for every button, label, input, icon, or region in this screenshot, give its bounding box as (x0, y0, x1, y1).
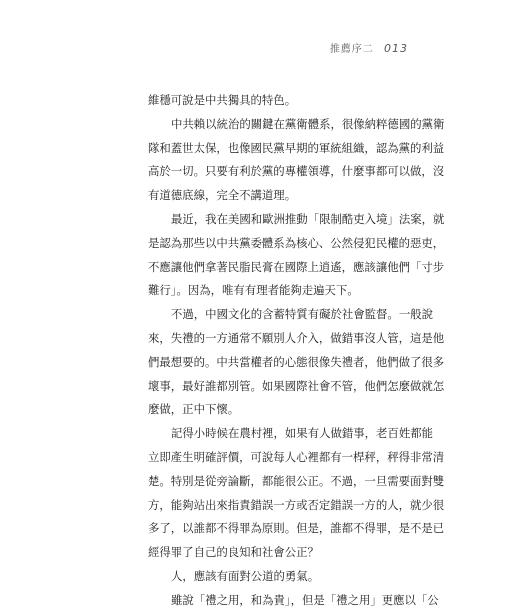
text-line: 記得小時候在農村裡，如果有人做錯事，老百姓都能 (171, 426, 433, 441)
text-line: 壞事，最好誰都別管。如果國際社會不管，他們怎麼做就怎 (148, 378, 445, 393)
text-line: 中共賴以統治的關鍵在黨衛體系，很像納粹德國的黨衛 (171, 116, 445, 131)
text-line: 人，應該有面對公道的勇氣。 (171, 568, 320, 583)
text-line: 麼做，正中下懷。 (148, 402, 240, 417)
page-number: 013 (384, 42, 408, 55)
text-line: 維穩可說是中共獨具的特色。 (148, 93, 297, 107)
text-line: 隊和蓋世太保，也像國民黨早期的軍統組織，認為黨的利益 (148, 140, 445, 155)
running-header (330, 40, 408, 55)
body-text (148, 89, 445, 613)
text-line: 是認為那些以中共黨委體系為核心、公然侵犯民權的惡吏， (148, 235, 445, 250)
text-line: 立即產生明確評價，可說每人心裡都有一桿秤，秤得非常清 (148, 449, 445, 464)
text-line: 雖說「禮之用，和為貴」，但是「禮之用」更應以「公 (171, 592, 439, 607)
text-line: 經得罪了自己的良知和社會公正？ (148, 545, 319, 560)
text-line: 最近，我在美國和歐洲推動「限制酷吏入境」法案，就 (171, 211, 445, 226)
text-line: 有道德底線，完全不講道理。 (148, 188, 297, 203)
text-line: 們最想要的。中共當權者的心態很像失禮者，他們做了很多 (148, 354, 445, 369)
text-line: 來，失禮的一方通常不願別人介入，做錯事沒人管，這是他 (148, 330, 445, 345)
section-title: 推薦序二 (329, 44, 374, 55)
text-line: 難行」。因為，唯有有理者能夠走遍天下。 (148, 283, 359, 298)
text-line: 方，能夠站出來指責錯誤一方或否定錯誤一方的人，就少很 (148, 497, 445, 512)
text-line: 楚。特別是從旁論斷，都能很公正。不過，一旦需要面對雙 (148, 473, 445, 488)
text-line: 多了，以誰都不得罪為原則。但是，誰都不得罪，是不是已 (148, 521, 445, 536)
text-line: 不應讓他們拿著民脂民膏在國際上逍遙，應該讓他們「寸步 (148, 259, 445, 274)
text-line: 不過，中國文化的含蓄特質有礙於社會監督。一般說 (171, 307, 433, 322)
text-line: 高於一切。只要有利於黨的專權領導，什麼事都可以做，沒 (148, 164, 445, 179)
